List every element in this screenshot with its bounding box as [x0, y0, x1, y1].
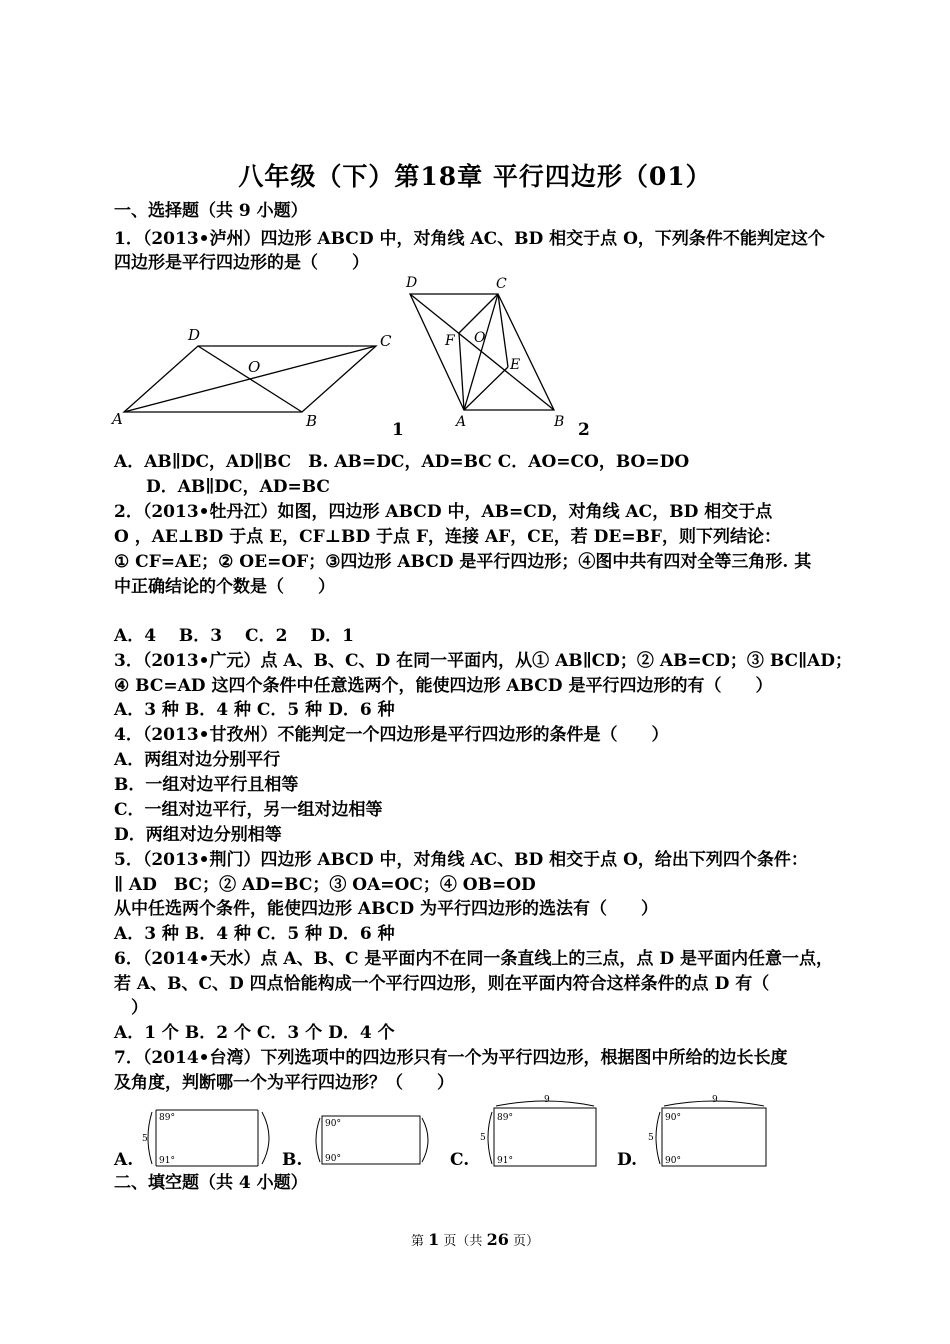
q1-options-line2: D．AB∥DC，AD=BC	[146, 477, 330, 497]
q4-option-a: A．两组对边分别平行	[114, 750, 281, 770]
q7a-top-angle: 89°	[159, 1113, 175, 1123]
q7b-bottom-angle: 90°	[325, 1154, 341, 1164]
q4-option-d: D．两组对边分别相等	[114, 825, 282, 845]
q7-figure-b	[310, 1112, 440, 1168]
figure-1-caption: 1	[392, 420, 404, 440]
q7-line2: 及角度，判断哪一个为平行四边形？（ ）	[114, 1073, 454, 1093]
q7-figure-a	[138, 1106, 283, 1170]
q4-option-c: C．一组对边平行，另一组对边相等	[114, 800, 383, 820]
q7-label-c: C.	[450, 1150, 470, 1170]
fig2-label-e: E	[510, 357, 521, 373]
q7-figure-d	[646, 1092, 774, 1170]
q5-options: A．3 种 B．4 种 C．5 种 D．6 种	[114, 924, 395, 944]
q2-line3: ① CF=AE；② OE=OF；③四边形 ABCD 是平行四边形；④图中共有四对全等三角形. 其	[114, 552, 812, 572]
q7-label-a: A.	[114, 1150, 134, 1170]
q2-options: A．4 B．3 C．2 D．1	[114, 626, 354, 646]
fig1-label-a: A	[112, 410, 123, 428]
fig2-label-c: C	[496, 276, 507, 292]
q2-line1: 2．（2013•牡丹江）如图，四边形 ABCD 中，AB=CD，对角线 AC，BD 相交于点	[114, 502, 773, 522]
fig2-label-a: A	[456, 414, 467, 430]
q7a-side-label: 5	[142, 1134, 148, 1144]
q5-line2: ∥ AD BC；② AD=BC；③ OA=OC；④ OB=OD	[114, 875, 536, 895]
fig2-label-o: O	[474, 330, 486, 346]
q1-options-line1: A．AB∥DC，AD∥BC B. AB=DC，AD=BC C．AO=CO，BO=DO	[114, 452, 690, 472]
footer-page-number: 1	[428, 1230, 440, 1249]
q4-option-b: B．一组对边平行且相等	[114, 775, 299, 795]
figure-parallelogram-1	[110, 322, 400, 432]
q7b-top-angle: 90°	[325, 1119, 341, 1129]
footer-total-pages: 26	[486, 1230, 509, 1249]
q2-line2: O ，AE⊥BD 于点 E，CF⊥BD 于点 F，连接 AF，CE，若 DE=BF，则下列结论：	[114, 527, 782, 547]
q1-line2: 四边形是平行四边形的是（ ）	[114, 253, 369, 273]
page-footer	[0, 1230, 950, 1249]
fig1-label-c: C	[380, 332, 392, 350]
page-title: 八年级（下）第18章 平行四边形（01）	[238, 162, 712, 191]
q2-line4: 中正确结论的个数是（ ）	[114, 577, 335, 597]
fig1-diagonal-bd	[198, 346, 302, 412]
q7a-bottom-angle: 91°	[159, 1156, 175, 1166]
q7-label-d: D.	[617, 1150, 638, 1170]
fig2-label-b: B	[554, 414, 565, 430]
fig2-label-f: F	[445, 333, 455, 349]
footer-post: 页）	[508, 1234, 539, 1249]
q6-line3: ）	[114, 998, 148, 1018]
fig2-label-d: D	[406, 275, 418, 291]
q5-line1: 5．（2013•荆门）四边形 ABCD 中，对角线 AC、BD 相交于点 O，给出下列四个条件：	[114, 850, 808, 870]
q6-options: A．1 个 B．2 个 C．3 个 D．4 个	[114, 1023, 395, 1043]
q6-line2: 若 A、B、C、D 四点恰能构成一个平行四边形，则在平面内符合这样条件的点 D 有（	[114, 974, 770, 994]
q7-line1: 7．（2014•台湾）下列选项中的四边形只有一个为平行四边形，根据图中所给的边长长度	[114, 1048, 788, 1068]
q5-line3: 从中任选两个条件，能使四边形 ABCD 为平行四边形的选法有（ ）	[114, 899, 658, 919]
figure-2-caption: 2	[578, 420, 590, 440]
fig2-segment-af	[459, 333, 464, 410]
q7-figure-c	[478, 1092, 606, 1170]
q7d-top-angle: 90°	[665, 1113, 681, 1123]
q7d-top-length: 9	[712, 1095, 718, 1105]
section-heading-fill: 二、填空题（共 4 小题）	[114, 1173, 308, 1193]
q3-options: A．3 种 B．4 种 C．5 种 D．6 种	[114, 700, 395, 720]
section-heading-choice: 一、选择题（共 9 小题）	[114, 201, 308, 221]
footer-pre: 第	[411, 1234, 429, 1249]
fig1-label-b: B	[306, 412, 318, 430]
q4-line1: 4．（2013•甘孜州）不能判定一个四边形是平行四边形的条件是（ ）	[114, 725, 669, 745]
q7c-bottom-angle: 91°	[497, 1156, 513, 1166]
q1-line1: 1．（2013•泸州）四边形 ABCD 中，对角线 AC、BD 相交于点 O，下列条件不能判定这个	[114, 229, 825, 249]
figure-parallelogram-2	[398, 270, 578, 432]
q6-line1: 6．（2014•天水）点 A、B、C 是平面内不在同一条直线上的三点，点 D 是平面内任意一点，	[114, 949, 834, 969]
footer-mid: 页（共	[439, 1234, 487, 1249]
q7d-side-label: 5	[648, 1133, 654, 1143]
q7c-top-angle: 89°	[497, 1113, 513, 1123]
fig1-label-d: D	[188, 326, 201, 344]
q7c-side-label: 5	[480, 1133, 486, 1143]
q7-label-b: B.	[282, 1150, 303, 1170]
q7d-bottom-angle: 90°	[665, 1156, 681, 1166]
q3-line1: 3．（2013•广元）点 A、B、C、D 在同一平面内，从① AB∥CD；② AB=CD；③ BC∥AD；	[114, 651, 852, 671]
q3-line2: ④ BC=AD 这四个条件中任意选两个，能使四边形 ABCD 是平行四边形的有（ ）	[114, 676, 773, 696]
q7c-top-length: 9	[544, 1095, 550, 1105]
fig1-label-o: O	[248, 358, 261, 376]
